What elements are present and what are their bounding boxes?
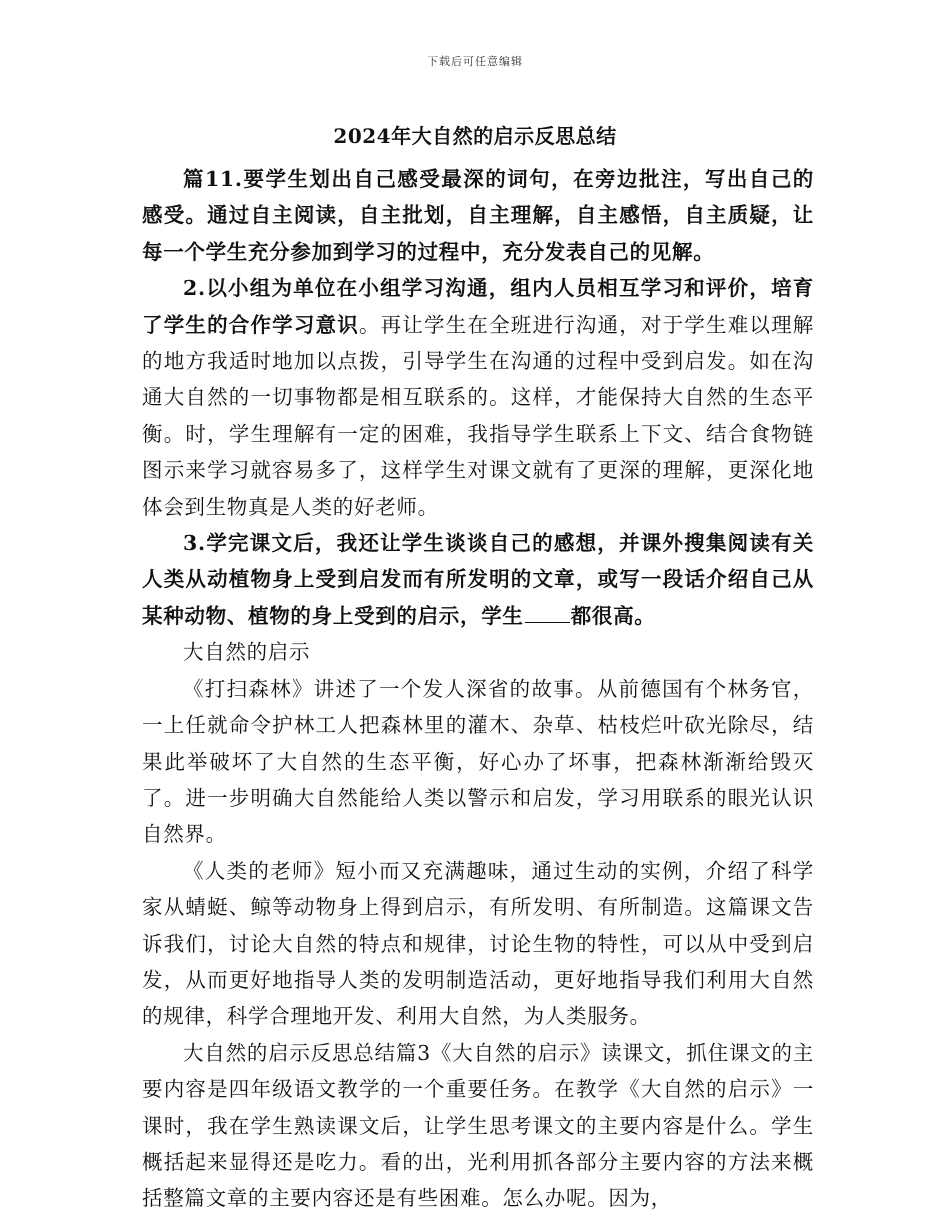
paragraph-2-rest: 。再让学生在全班进行沟通，对于学生难以理解的地方我适时地加以点拨，引导学生在沟通的过程中受到启发。如在沟通大自然的一切事物都是相互联系的。这样，才能保持大自然的生态平衡。时，学生理解有一定的困难，我指导学生联系上下文、结合食物链图示来学习就容易多了，这样学生对课文就有了更深的理解，更深化地体会到生物真是人类的好老师。 [142, 312, 815, 519]
fill-in-blank [525, 603, 570, 622]
section-subheading: 大自然的启示 [183, 640, 311, 665]
document-title: 2024年大自然的启示反思总结 [333, 124, 617, 148]
page-header-note: 下载后可任意编辑 [427, 55, 523, 68]
paragraph-3-part-a: 3.学完课文后，我还让学生谈谈自己的感想，并课外搜集阅读有关人类从动植物身上受到启发而有所发明的文章，或写一段话介绍自己从某种动物、植物的身上受到的启示，学生 [142, 531, 814, 628]
document-body [142, 161, 814, 1217]
paragraph-3 [142, 525, 814, 634]
paragraph-3-part-b: 都很高。 [570, 603, 656, 628]
paragraph-5: 《人类的老师》短小而又充满趣味，通过生动的实例，介绍了科学家从蜻蜓、鲸等动物身上得到启示，有所发明、有所制造。这篇课文告诉我们，讨论大自然的特点和规律，讨论生物的特性，可以从中受到启发，从而更好地指导人类的发明制造活动，更好地指导我们利用大自然的规律，科学合理地开发、利用大自然，为人类服务。 [142, 858, 814, 1029]
paragraph-1: 篇11.要学生划出自己感受最深的词句，在旁边批注，写出自己的感受。通过自主阅读，自主批划，自主理解，自主感悟，自主质疑，让每一个学生充分参加到学习的过程中，充分发表自己的见解。 [142, 167, 814, 264]
paragraph-2 [142, 270, 814, 525]
paragraph-6: 大自然的启示反思总结篇3《大自然的启示》读课文，抓住课文的主要内容是四年级语文教学的一个重要任务。在教学《大自然的启示》一课时，我在学生熟读课文后，让学生思考课文的主要内容是什么。学生概括起来显得还是吃力。看的出，光利用抓各部分主要内容的方法来概括整篇文章的主要内容还是有些困难。怎么办呢。因为， [142, 1040, 814, 1211]
paragraph-2-bold: 2.以小组为单位在小组学习沟通，组内人员相互学习和评价，培育了学生的合作学习意识 [142, 276, 814, 337]
paragraph-4: 《打扫森林》讲述了一个发人深省的故事。从前德国有个林务官，一上任就命令护林工人把森林里的灌木、杂草、枯枝烂叶砍光除尽，结果此举破坏了大自然的生态平衡，好心办了坏事，把森林渐渐给毁灭了。进一步明确大自然能给人类以警示和启发，学习用联系的眼光认识自然界。 [142, 676, 814, 847]
